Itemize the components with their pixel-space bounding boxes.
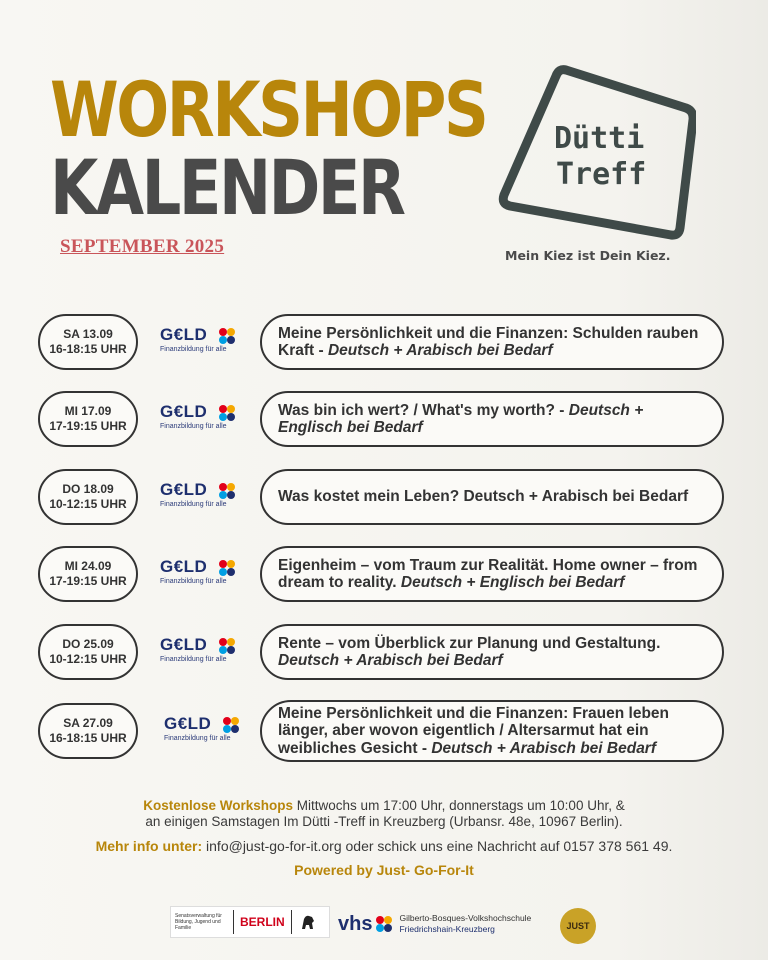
event-date bbox=[38, 546, 138, 602]
event-row bbox=[38, 314, 728, 370]
event-row bbox=[38, 624, 728, 680]
geld-sub: Finanzbildung für alle bbox=[160, 656, 227, 663]
event-title bbox=[260, 546, 724, 602]
event-title bbox=[260, 469, 724, 525]
event-title-text: Rente – vom Überblick zur Planung und Gestaltung. bbox=[278, 634, 661, 652]
geld-dots-icon bbox=[222, 716, 240, 734]
senat-text: Senatsverwaltung für Bildung, Jugend und Familie bbox=[175, 913, 222, 931]
geld-logo bbox=[164, 715, 244, 751]
event-time: 16-18:15 UHR bbox=[49, 342, 127, 356]
berlin-senat-logo bbox=[170, 906, 330, 938]
event-time: 10-12:15 UHR bbox=[49, 652, 127, 666]
geld-logo bbox=[160, 636, 240, 672]
event-day: SA 27.09 bbox=[63, 716, 113, 730]
free-text-2: an einigen Samstagen Im Dütti -Treff in Kreuzberg (Urbansr. 48e, 10967 Berlin). bbox=[145, 813, 623, 829]
event-title-text: Was kostet mein Leben? Deutsch + Arabisch bei Bedarf bbox=[278, 488, 689, 506]
duetti-treff-logo bbox=[496, 62, 696, 242]
month-subtitle: SEPTEMBER 2025 bbox=[60, 236, 225, 257]
event-date bbox=[38, 391, 138, 447]
event-day: MI 24.09 bbox=[64, 559, 112, 573]
title-workshops: WORKSHOPS bbox=[50, 65, 487, 154]
event-day: SA 13.09 bbox=[63, 327, 113, 341]
logo-tagline: Mein Kiez ist Dein Kiez. bbox=[505, 248, 671, 263]
geld-word: G€LD bbox=[160, 480, 208, 499]
geld-sub: Finanzbildung für alle bbox=[160, 578, 227, 585]
geld-sub: Finanzbildung für alle bbox=[160, 346, 227, 353]
geld-word: G€LD bbox=[164, 714, 212, 733]
geld-dots-icon bbox=[218, 637, 236, 655]
geld-word: G€LD bbox=[160, 325, 208, 344]
geld-logo bbox=[160, 558, 240, 594]
geld-word: G€LD bbox=[160, 635, 208, 654]
geld-logo bbox=[160, 403, 240, 439]
footer-info bbox=[0, 838, 768, 855]
event-title-text: Was bin ich wert? / What's my worth? - bbox=[278, 401, 569, 419]
event-date bbox=[38, 624, 138, 680]
geld-logo bbox=[160, 481, 240, 517]
event-title bbox=[260, 314, 724, 370]
geld-word: G€LD bbox=[160, 402, 208, 421]
free-label: Kostenlose Workshops bbox=[143, 798, 294, 813]
title-kalender: KALENDER bbox=[50, 143, 404, 232]
event-title bbox=[260, 700, 724, 762]
event-language: Deutsch + Englisch bei Bedarf bbox=[400, 574, 625, 591]
just-go-for-it-logo bbox=[560, 908, 596, 944]
event-time: 10-12:15 UHR bbox=[49, 497, 127, 511]
event-title bbox=[260, 624, 724, 680]
event-day: DO 18.09 bbox=[62, 482, 114, 496]
geld-dots-icon bbox=[218, 404, 236, 422]
event-row bbox=[38, 700, 728, 762]
geld-sub: Finanzbildung für alle bbox=[160, 501, 227, 508]
geld-sub: Finanzbildung für alle bbox=[164, 735, 231, 742]
event-day: DO 25.09 bbox=[62, 637, 114, 651]
event-title-text: Meine Persönlichkeit und die Finanzen: Schulden rauben Kraft - bbox=[278, 324, 699, 359]
logo-line1: Dütti bbox=[554, 121, 645, 156]
geld-dots-icon bbox=[218, 327, 236, 345]
footer-free-workshops bbox=[0, 798, 768, 830]
geld-word: G€LD bbox=[160, 557, 208, 576]
event-language: Deutsch + Arabisch bei Bedarf bbox=[278, 652, 503, 669]
event-time: 17-19:15 UHR bbox=[49, 419, 127, 433]
vhs-dots-icon bbox=[375, 915, 393, 933]
vhs-logo bbox=[338, 906, 548, 942]
event-row bbox=[38, 391, 728, 447]
event-time: 16-18:15 UHR bbox=[49, 731, 127, 745]
event-date bbox=[38, 703, 138, 759]
event-row bbox=[38, 546, 728, 602]
geld-logo bbox=[160, 326, 240, 362]
vhs-name-1: Gilberto-Bosques-Volkshochschule bbox=[399, 912, 532, 923]
just-text: JUST bbox=[566, 921, 590, 931]
event-title-text: Eigenheim – vom Traum zur Realität. Home owner – from dream to reality. bbox=[278, 556, 698, 591]
info-label: Mehr info unter: bbox=[95, 838, 203, 854]
event-title-text: Meine Persönlichkeit und die Finanzen: Frauen leben länger, aber wovon eigentlich / Altersarmut hat ein weibliches Gesicht - bbox=[278, 705, 670, 757]
event-row bbox=[38, 469, 728, 525]
info-text: info@just-go-for-it.org oder schick uns eine Nachricht auf 0157 378 561 49. bbox=[202, 838, 673, 854]
event-day: MI 17.09 bbox=[64, 404, 112, 418]
event-language: Deutsch + Englisch bei Bedarf bbox=[278, 401, 644, 436]
powered-by: Powered by Just- Go-For-It bbox=[294, 862, 474, 878]
event-title bbox=[260, 391, 724, 447]
event-language: Deutsch + Arabisch bei Bedarf bbox=[327, 342, 553, 359]
logo-line2: Treff bbox=[556, 157, 647, 192]
geld-dots-icon bbox=[218, 482, 236, 500]
event-time: 17-19:15 UHR bbox=[49, 574, 127, 588]
event-language: Deutsch + Arabisch bei Bedarf bbox=[431, 739, 657, 757]
berlin-text: BERLIN bbox=[240, 915, 285, 929]
geld-sub: Finanzbildung für alle bbox=[160, 423, 227, 430]
vhs-text: vhs bbox=[338, 912, 373, 935]
event-date bbox=[38, 469, 138, 525]
vhs-name-2: Friedrichshain-Kreuzberg bbox=[399, 924, 495, 934]
free-text-1: Mittwochs um 17:00 Uhr, donnerstags um 10:00 Uhr, & bbox=[293, 798, 625, 813]
event-date bbox=[38, 314, 138, 370]
geld-dots-icon bbox=[218, 559, 236, 577]
berlin-bear-icon bbox=[297, 911, 319, 933]
